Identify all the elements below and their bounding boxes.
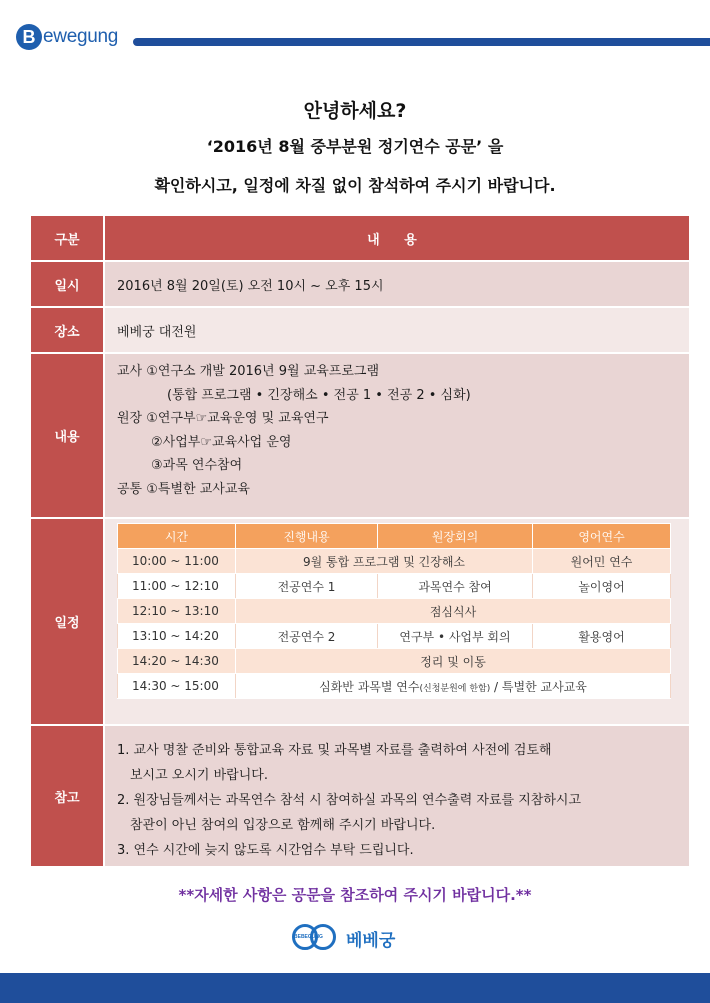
content-row — [31, 354, 689, 519]
schedule-time: 13:10 ~ 14:20 — [118, 624, 236, 649]
brand-logo-mark: B — [16, 24, 42, 50]
bebegung-logo-icon: BEBEGUNG — [292, 924, 340, 952]
content-label: 내용 — [31, 354, 105, 517]
schedule-cell: 전공연수 1 — [236, 574, 378, 599]
table-header-row — [31, 216, 689, 262]
content-lines — [117, 354, 471, 502]
schedule-time: 12:10 ~ 13:10 — [118, 599, 236, 624]
table-row — [118, 574, 671, 599]
schedule-time: 11:00 ~ 12:10 — [118, 574, 236, 599]
schedule-col-time: 시간 — [118, 524, 236, 549]
schedule-time: 10:00 ~ 11:00 — [118, 549, 236, 574]
schedule-cell — [236, 674, 671, 699]
brand-logo — [16, 22, 118, 52]
footer-bar — [0, 973, 710, 1003]
content-line: 원장 ①연구부☞교육운영 및 교육연구 — [117, 411, 329, 427]
notice-request: 확인하시고, 일정에 차질 없이 참석하여 주시기 바랍니다. — [154, 176, 556, 195]
schedule-col-program: 진행내용 — [236, 524, 378, 549]
bebegung-logo-text: 베베궁 — [346, 930, 396, 951]
table-row — [118, 624, 671, 649]
date-label: 일시 — [31, 262, 105, 306]
notes-lines — [117, 726, 581, 863]
schedule-cell-text: 심화반 과목별 연수 — [319, 679, 420, 694]
schedule-table — [117, 523, 671, 699]
schedule-cell-note: (신청분원에 한함) — [419, 683, 491, 694]
schedule-col-director-meeting: 원장회의 — [378, 524, 533, 549]
content-line: ②사업부☞교육사업 운영 — [151, 434, 292, 450]
greeting: 안녕하세요? — [303, 100, 407, 122]
brand-logo-text: ewegung — [43, 26, 119, 47]
schedule-cell: 활용영어 — [533, 624, 671, 649]
footer-note: **자세한 사항은 공문을 참조하여 주시기 바랍니다.** — [178, 886, 532, 904]
content-line: (통합 프로그램 • 긴장해소 • 전공 1 • 전공 2 • 심화) — [167, 387, 471, 403]
date-value: 2016년 8월 20일(토) 오전 10시 ~ 오후 15시 — [105, 262, 689, 306]
schedule-cell: 점심식사 — [236, 599, 671, 624]
schedule-cell: 정리 및 이동 — [236, 649, 671, 674]
bebegung-logo — [292, 922, 395, 954]
content-line: 공통 ①특별한 교사교육 — [117, 481, 250, 497]
table-row — [118, 674, 671, 699]
schedule-col-english: 영어연수 — [533, 524, 671, 549]
header-bar — [133, 38, 710, 46]
place-row — [31, 308, 689, 354]
header-content: 내 용 — [105, 216, 689, 260]
note-line: 보시고 오시기 바랍니다. — [130, 768, 268, 783]
schedule-time: 14:20 ~ 14:30 — [118, 649, 236, 674]
header-label: 구분 — [31, 216, 105, 260]
note-line: 3. 연수 시간에 늦지 않도록 시간엄수 부탁 드립니다. — [117, 843, 414, 858]
schedule-cell: 과목연수 참여 — [378, 574, 533, 599]
table-row — [118, 649, 671, 674]
note-line: 2. 원장님들께서는 과목연수 참석 시 참여하실 과목의 연수출력 자료를 지참하시고 — [117, 793, 582, 808]
content-line: ③과목 연수참여 — [151, 458, 243, 474]
place-value: 베베궁 대전원 — [105, 308, 689, 352]
content-line: 교사 ①연구소 개발 2016년 9월 교육프로그램 — [117, 364, 380, 379]
schedule-cell: 9월 통합 프로그램 및 긴장해소 — [236, 549, 533, 574]
schedule-cell: 원어민 연수 — [533, 549, 671, 574]
place-label: 장소 — [31, 308, 105, 352]
notes-row — [31, 726, 689, 868]
schedule-cell-text: / 특별한 교사교육 — [490, 679, 587, 694]
table-row — [118, 599, 671, 624]
notes-label: 참고 — [31, 726, 105, 866]
schedule-cell: 연구부 • 사업부 회의 — [378, 624, 533, 649]
schedule-cell: 전공연수 2 — [236, 624, 378, 649]
note-line: 참관이 아닌 참여의 입장으로 함께해 주시기 바랍니다. — [130, 818, 436, 833]
schedule-row — [31, 519, 689, 726]
info-table — [31, 216, 689, 868]
schedule-cell: 놀이영어 — [533, 574, 671, 599]
schedule-time: 14:30 ~ 15:00 — [118, 674, 236, 699]
schedule-label: 일정 — [31, 519, 105, 724]
note-line: 1. 교사 명찰 준비와 통합교육 자료 및 과목별 자료를 출력하여 사전에 검토해 — [117, 743, 552, 758]
table-row — [118, 549, 671, 574]
notice-title: ‘2016년 8월 중부분원 정기연수 공문’ 을 — [206, 137, 504, 156]
date-row — [31, 262, 689, 308]
